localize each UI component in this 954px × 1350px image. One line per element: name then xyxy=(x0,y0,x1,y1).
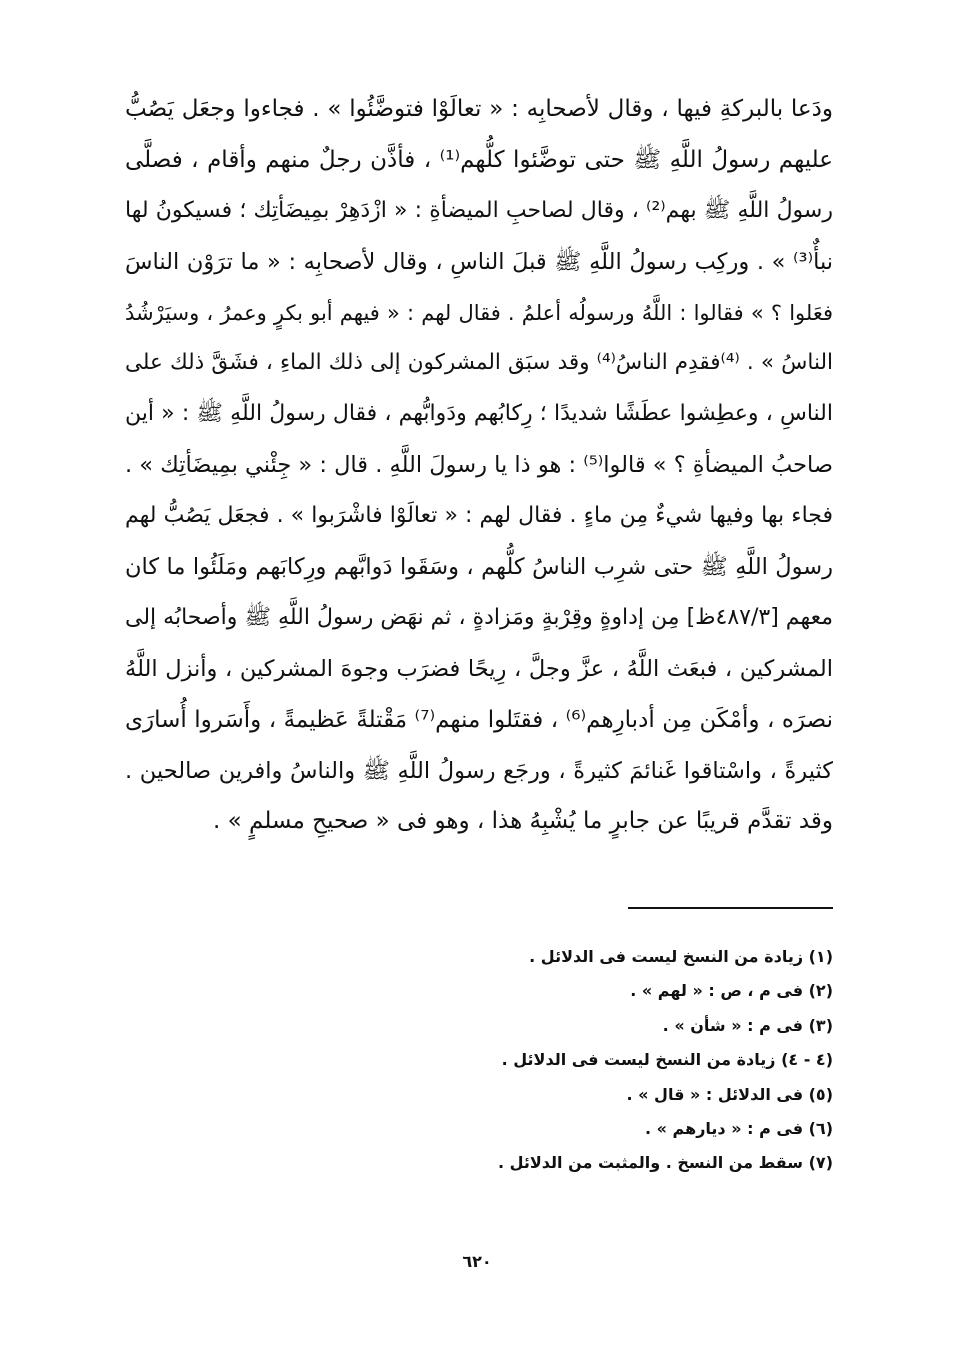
text-line: الناسُ » . ⁽⁴⁾فقدِم الناسُ⁽⁴⁾ وقد سبَق المشركون إلى ذلك الماءِ ، فشَقَّ ذلك على xyxy=(125,350,833,376)
footnote: (٣) فى م : « شأن » . xyxy=(662,1015,833,1035)
text-line: نبأٌ⁽³⁾ » . وركِب رسولُ اللَّهِ ﷺ قبلَ الناسِ ، وقال لأصحابِه : « ما ترَوْن الناسَ xyxy=(125,248,833,275)
text-line: الناسِ ، وعطِشوا عطَشًا شديدًا ؛ رِكابُهم ودَوابُّهم ، فقال رسولُ اللَّهِ ﷺ : « أين xyxy=(125,401,833,427)
text-line: فعَلوا ؟ » فقالوا : اللَّهُ ورسولُه أعلمُ . فقال لهم : « فيهم أبو بكرٍ وعمرُ ، وسيَرْشُدُ xyxy=(125,300,833,325)
footnote: (٦) فى م : « ديارهم » . xyxy=(645,1118,833,1138)
text-line: نصرَه ، وأمْكَن مِن أدبارِهم⁽⁶⁾ ، فقتَلوا منهم⁽⁷⁾ مَقْتلةً عَظيمةً ، وأَسَروا أُسارَى xyxy=(125,706,834,733)
text-line: عليهم رسولُ اللَّهِ ﷺ حتى توضَّئوا كلُّهم⁽¹⁾ ، فأذَّن رجلٌ منهم وأقام ، فصلَّى xyxy=(125,146,833,173)
footnote: (٤ - ٤) زيادة من النسخ ليست فى الدلائل . xyxy=(501,1050,833,1070)
footnote: (٢) فى م ، ص : « لهم » . xyxy=(630,981,833,1001)
footnote: (٥) فى الدلائل : « قال » . xyxy=(626,1084,833,1104)
footnote: (٧) سقط من النسخ . والمثبت من الدلائل . xyxy=(497,1153,833,1173)
text-line: وقد تقدَّم قريبًا عن جابرٍ ما يُشْبِهُ هذا ، وهو فى « صحيحِ مسلمٍ » . xyxy=(213,808,833,835)
text-line: رسولُ اللَّهِ ﷺ بهم⁽²⁾ ، وقال لصاحبِ الميضأةِ : « ازْدَهِرْ بمِيضَأتِك ؛ فسيكونُ لها xyxy=(125,197,833,223)
text-line: ودَعا بالبركةِ فيها ، وقال لأصحابِه : « تعالَوْا فتوضَّئُوا » . فجاءوا وجعَل يَصُبُّ xyxy=(125,96,833,122)
page-number: ٦٢٠ xyxy=(462,1252,492,1271)
text-line: فجاء بها وفيها شيءٌ مِن ماءٍ . فقال لهم : « تعالَوْا فاشْرَبوا » . فجعَل يَصُبُّ لهم xyxy=(125,503,833,529)
text-line: المشركين ، فبعَث اللَّهُ ، عزَّ وجلَّ ، رِيحًا فضرَب وجوهَ المشركين ، وأنزل اللَّهُ xyxy=(125,655,833,682)
footnote-divider xyxy=(628,907,833,909)
text-line: معهم [٤٨٧/٣ظ] مِن إداوةٍ وقِرْبةٍ ومَزادةٍ ، ثم نهَض رسولُ اللَّهِ ﷺ وأصحابُه إلى xyxy=(125,604,833,630)
main-text-block xyxy=(125,84,833,847)
text-line: صاحبُ الميضأةِ ؟ » قالوا⁽⁵⁾ : هو ذا يا رسولَ اللَّهِ . قال : « جِئْني بمِيضَأتِك » . xyxy=(125,452,833,479)
footnotes-block xyxy=(413,940,833,1181)
footnote: (١) زيادة من النسخ ليست فى الدلائل . xyxy=(529,947,833,966)
text-line: رسولُ اللَّهِ ﷺ حتى شرِب الناسُ كلُّهم ، وسَقَوا دَوابَّهم ورِكابَهم ومَلَئُوا ما كان xyxy=(125,554,833,581)
text-line: كثيرةً ، واسْتاقوا غَنائمَ كثيرةً ، ورجَع رسولُ اللَّهِ ﷺ والناسُ وافرين صالحين . xyxy=(125,757,833,784)
